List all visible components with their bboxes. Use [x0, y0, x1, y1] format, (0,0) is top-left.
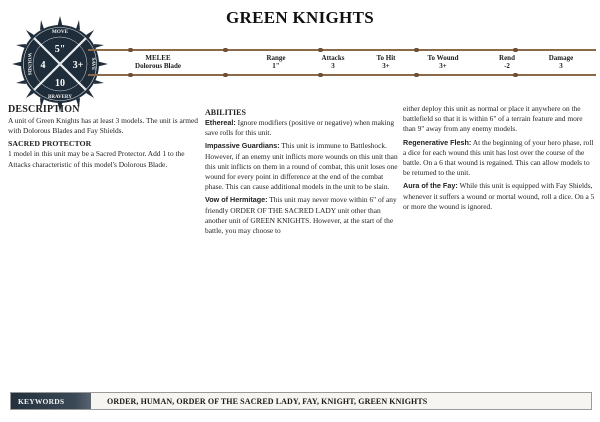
ability-text: Ignore modifiers (positive or negative) when making save rolls for this unit.	[205, 118, 395, 138]
to-wound-column	[418, 54, 468, 70]
to-wound-header: To Wound	[427, 54, 459, 62]
rend-value: -2	[504, 62, 510, 70]
ability-name: Aura of the Fay:	[403, 181, 458, 191]
ability-name: Vow of Hermitage:	[205, 195, 268, 205]
abilities-continued-section	[403, 104, 595, 215]
range-header: Range	[266, 54, 286, 62]
weapon-name: Dolorous Blade	[135, 62, 181, 70]
damage-column	[538, 54, 584, 70]
attacks-column	[313, 54, 353, 70]
svg-text:BRAVERY: BRAVERY	[48, 95, 72, 100]
ability-text: At the beginning of your hero phase, roll a dice for each wound this unit has lost over the course of the battle. On a 6 that wound is regained. This can allow models to be returned to the unit.	[403, 137, 594, 178]
description-heading: DESCRIPTION	[8, 104, 80, 115]
damage-value: 3	[559, 62, 563, 70]
ability-ethereal	[205, 118, 398, 138]
attacks-header: Attacks	[321, 54, 345, 62]
sacred-protector-text: 1 model in this unit may be a Sacred Protector. Add 1 to the Attacks characteristic of this model's Dolorous Blade.	[8, 149, 185, 169]
ability-text: While this unit is equipped with Fay Shields, whenever it suffers a wound or mortal wound, roll a dice. On a 5 or more the wound is ignored.	[403, 181, 595, 211]
abilities-heading: ABILITIES	[205, 108, 246, 117]
to-hit-column	[366, 54, 406, 70]
range-value: 1"	[272, 62, 280, 70]
table-bottom-rule	[88, 74, 596, 76]
keywords-bar	[10, 392, 592, 410]
ability-text: This unit may never move within 6" of any friendly ORDER OF THE SACRED LADY unit other than another unit of GREEN KNIGHTS. However, at the start of the battle, you may choose to	[205, 195, 397, 236]
rend-header: Rend	[499, 54, 515, 62]
ability-regenerative-flesh	[403, 138, 595, 179]
weapons-table	[88, 49, 596, 76]
svg-text:4: 4	[40, 60, 46, 71]
ability-aura-of-the-fay	[403, 181, 595, 212]
warscroll-title: GREEN KNIGHTS	[226, 8, 374, 27]
svg-text:WOUNDS: WOUNDS	[26, 52, 31, 76]
svg-text:5": 5"	[54, 44, 66, 55]
damage-header: Damage	[548, 54, 574, 62]
to-hit-header: To Hit	[376, 54, 396, 62]
rend-column	[487, 54, 527, 70]
to-wound-value: 3+	[439, 62, 447, 70]
ability-vow-of-hermitage	[205, 195, 398, 236]
svg-text:SAVE: SAVE	[90, 57, 95, 71]
keywords-values: ORDER, HUMAN, ORDER OF THE SACRED LADY, FAY, KNIGHT, GREEN KNIGHTS	[107, 396, 428, 406]
description-section	[8, 104, 198, 170]
ability-impassive-guardians	[205, 141, 398, 192]
weapon-name-column	[88, 54, 228, 70]
ability-name: Regenerative Flesh:	[403, 137, 472, 147]
to-hit-value: 3+	[382, 62, 390, 70]
sacred-protector-heading: SACRED PROTECTOR	[8, 139, 92, 149]
svg-text:MOVE: MOVE	[51, 29, 69, 35]
vow-of-hermitage-continued: either deploy this unit as normal or place it anywhere on the battlefield so that it is within 6" of a terrain feature and more than 9" away from any enemy models.	[403, 104, 583, 134]
table-top-rule	[88, 49, 596, 51]
abilities-section	[205, 104, 398, 239]
description-text: A unit of Green Knights has at least 3 models. The unit is armed with Dolorous Blades and Fay Shields.	[8, 116, 198, 136]
melee-header: MELEE	[145, 54, 171, 62]
svg-text:10: 10	[55, 78, 65, 89]
attacks-value: 3	[331, 62, 335, 70]
keywords-label: KEYWORDS	[11, 393, 91, 409]
svg-text:3+: 3+	[72, 60, 84, 71]
range-column	[256, 54, 296, 70]
ability-text: This unit is immune to Battleshock. However, if an enemy unit inflicts more wounds on this unit than this unit inflicts on them in a round of combat, this unit loses one wound for every point in difference at the end of the combat phase. This can cause additional models in the unit to be slain.	[205, 141, 398, 192]
ability-name: Impassive Guardians:	[205, 141, 280, 151]
ability-name: Ethereal:	[205, 118, 236, 127]
